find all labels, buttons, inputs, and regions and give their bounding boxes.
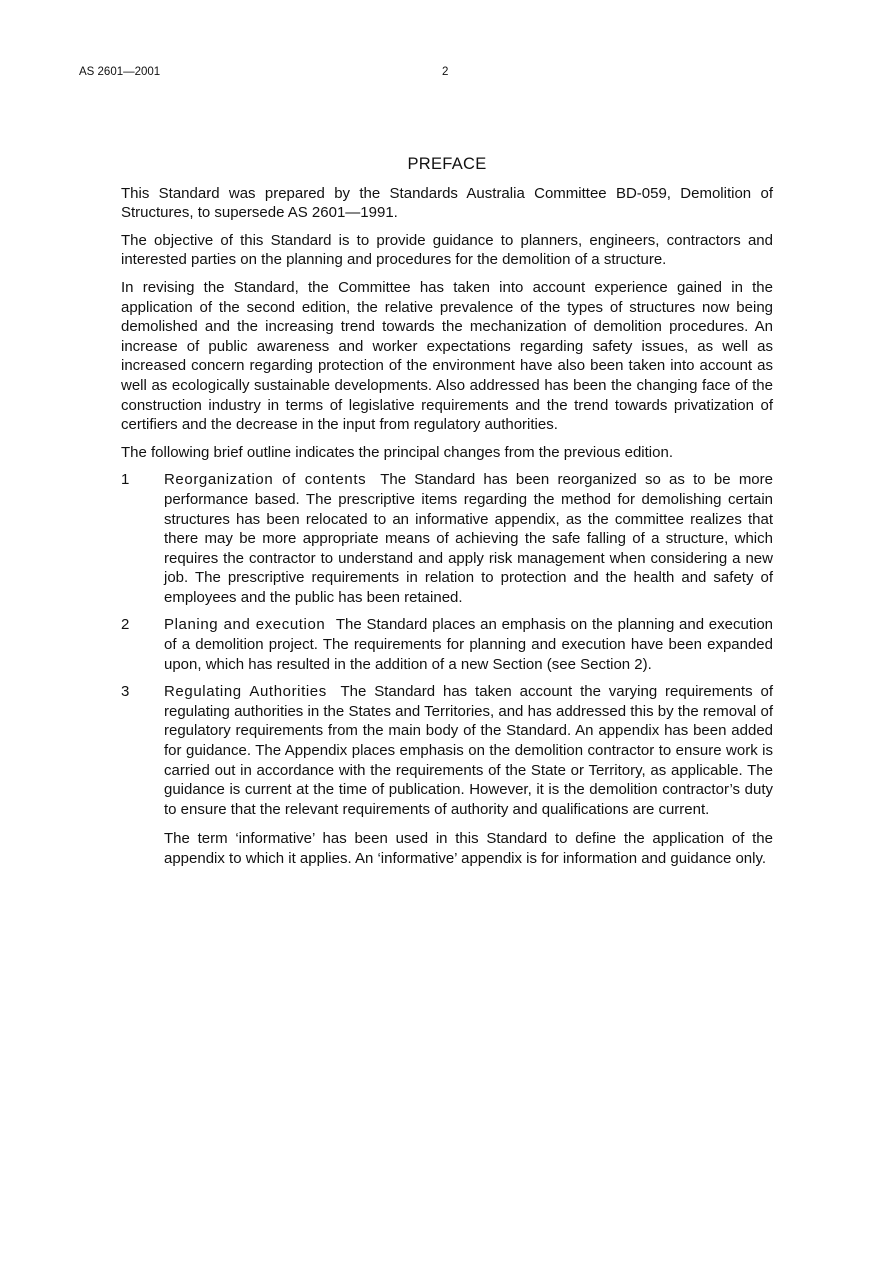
- list-item-heading: Planing and execution: [164, 616, 326, 634]
- preface-paragraph-3: In revising the Standard, the Committee has taken into account experience gained in the application of the second edition, the relative prevalence of the types of structures now being demolished and the increasing trend towards the mechanization of demolition procedures. An increase of public awareness and worker expectations regarding safety issues, as well as increased concern regarding protection of the environment have also been taken into account as well as ecologically sustainable developments. Also addressed has been the changing face of the construction industry in terms of legislative requirements and the trend towards privatization of certifiers and the decrease in the input from regulatory authorities.: [121, 278, 773, 434]
- running-header: [79, 66, 813, 82]
- list-item: [121, 615, 773, 674]
- preface-paragraph-4: The following brief outline indicates the principal changes from the previous edition.: [121, 443, 673, 461]
- list-item: [121, 470, 773, 607]
- closing-note: The term ‘informative’ has been used in this Standard to define the application of the appendix to which it applies. An ‘informative’ appendix is for information and guidance only.: [164, 830, 773, 867]
- list-item-number: 3: [121, 683, 130, 701]
- list-item-text: The Standard has taken account the varying requirements of regulating authorities in the States and Territories, and has addressed this by the removal of regulatory requirements from the main body of the Standard. An appendix has been added for guidance. The Appendix places emphasis on the demolition contractor to ensure work is carried out in accordance with the requirements of the State or Territory, as applicable. The guidance is current at the time of publication. However, it is the demolition contractor’s duty to ensure that the relevant requirements of authority and qualifications are current.: [164, 683, 773, 818]
- preface-paragraph-1: This Standard was prepared by the Standards Australia Committee BD-059, Demolition of Structures, to supersede AS 2601—1991.: [121, 184, 773, 222]
- preface-paragraph-2: The objective of this Standard is to provide guidance to planners, engineers, contractors and interested parties on the planning and procedures for the demolition of a structure.: [121, 231, 773, 269]
- list-item-text: The Standard has been reorganized so as to be more performance based. The prescriptive items regarding the method for demolishing certain structures has been relocated to an informative appendix, as the committee realizes that there may be more appropriate means of achieving the safe falling of a structure, which requires the contractor to understand and apply risk management when considering a new job. The prescriptive requirements in relation to protection and the health and safety of employees and the public has been retained.: [164, 471, 773, 606]
- list-item-text: The Standard places an emphasis on the planning and execution of a demolition project. The requirements for planning and execution have been expanded upon, which has resulted in the addition of a new Section (see Section 2).: [164, 616, 774, 673]
- list-item-heading: Regulating Authorities: [164, 683, 327, 701]
- document-id: AS 2601—2001: [79, 66, 161, 78]
- list-item-number: 1: [121, 471, 130, 489]
- changes-list: [121, 470, 773, 819]
- list-item: [121, 682, 773, 819]
- page-number: 2: [442, 66, 449, 78]
- page-body: [121, 155, 773, 869]
- page-title: PREFACE: [407, 155, 487, 173]
- list-item-number: 2: [121, 616, 130, 634]
- list-item-heading: Reorganization of contents: [164, 471, 367, 489]
